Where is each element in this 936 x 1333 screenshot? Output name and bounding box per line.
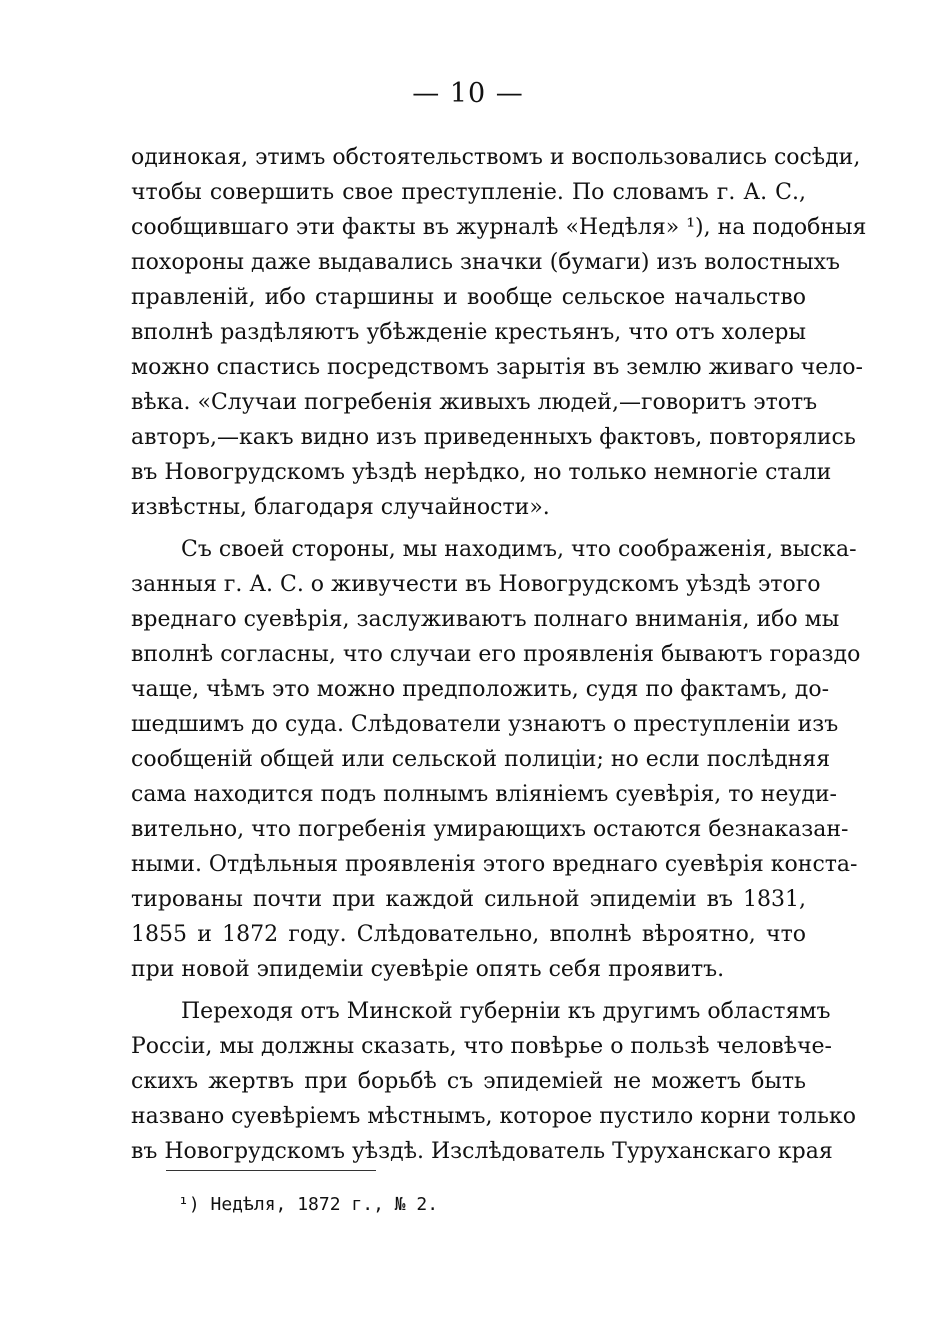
text-line: шедшимъ до суда. Слѣдователи узнаютъ о преступленіи изъ	[131, 712, 839, 737]
footnote: ¹) Недѣля, 1872 г., № 2.	[178, 1194, 439, 1215]
text-line: 1855 и 1872 году. Слѣдовательно, вполнѣ вѣроятно, что	[131, 922, 806, 947]
text-line: вѣка. «Случаи погребенія живыхъ людей,—говоритъ этотъ	[131, 390, 818, 415]
text-line: вреднаго суевѣрія, заслуживаютъ полнаго вниманія, ибо мы	[131, 607, 840, 632]
page-number: — 10 —	[412, 78, 524, 109]
text-line: при новой эпидеміи суевѣріе опять себя проявитъ.	[131, 957, 725, 982]
text-line: въ Новогрудскомъ уѣздѣ нерѣдко, но только немногіе стали	[131, 460, 832, 485]
text-line: сообщившаго эти факты въ журналѣ «Недѣля» ¹), на подобныя	[131, 215, 867, 240]
text-line: правленій, ибо старшины и вообще сельское начальство	[131, 285, 806, 310]
text-line: чтобы совершить свое преступленіе. По словамъ г. А. С.,	[131, 180, 806, 205]
text-line: занныя г. А. С. о живучести въ Новогрудскомъ уѣздѣ этого	[131, 572, 821, 597]
text-line: извѣстны, благодаря случайности».	[131, 495, 550, 520]
text-line: сообщеній общей или сельской полиціи; но если послѣдняя	[131, 747, 831, 772]
text-line: скихъ жертвъ при борьбѣ съ эпидеміей не можетъ быть	[131, 1069, 806, 1094]
text-line: Съ своей стороны, мы находимъ, что соображенія, выска-	[181, 537, 857, 562]
text-line: похороны даже выдавались значки (бумаги) изъ волостныхъ	[131, 250, 841, 275]
text-line: можно спастись посредствомъ зарытія въ землю живаго чело-	[131, 355, 863, 380]
text-line: Россіи, мы должны сказать, что повѣрье о пользѣ человѣче-	[131, 1034, 832, 1059]
paragraph-3	[131, 994, 856, 1169]
paragraph-1	[131, 140, 867, 525]
text-line: ными. Отдѣльныя проявленія этого вреднаго суевѣрія конста-	[131, 852, 858, 877]
text-line: одинокая, этимъ обстоятельствомъ и воспользовались сосѣди,	[131, 145, 861, 170]
text-line: вполнѣ согласны, что случаи его проявленія бываютъ гораздо	[131, 642, 861, 667]
text-line: названо суевѣріемъ мѣстнымъ, которое пустило корни только	[131, 1104, 856, 1129]
text-line: чаще, чѣмъ это можно предположить, судя по фактамъ, до-	[131, 677, 830, 702]
text-line: тированы почти при каждой сильной эпидеміи въ 1831,	[131, 887, 806, 912]
text-line: авторъ,—какъ видно изъ приведенныхъ фактовъ, повторялись	[131, 425, 856, 450]
paragraph-2	[131, 532, 861, 987]
text-line: въ Новогрудскомъ уѣздѣ. Изслѣдователь Туруханскаго края	[131, 1139, 833, 1164]
footnote-divider	[166, 1170, 376, 1171]
body-text	[131, 140, 867, 1169]
text-line: вполнѣ раздѣляютъ убѣжденіе крестьянъ, что отъ холеры	[131, 320, 806, 345]
text-line: вительно, что погребенія умирающихъ остаются безнаказан-	[131, 817, 849, 842]
text-line: Переходя отъ Минской губерніи къ другимъ областямъ	[181, 999, 831, 1024]
text-line: сама находится подъ полнымъ вліяніемъ суевѣрія, то неуди-	[131, 782, 837, 807]
